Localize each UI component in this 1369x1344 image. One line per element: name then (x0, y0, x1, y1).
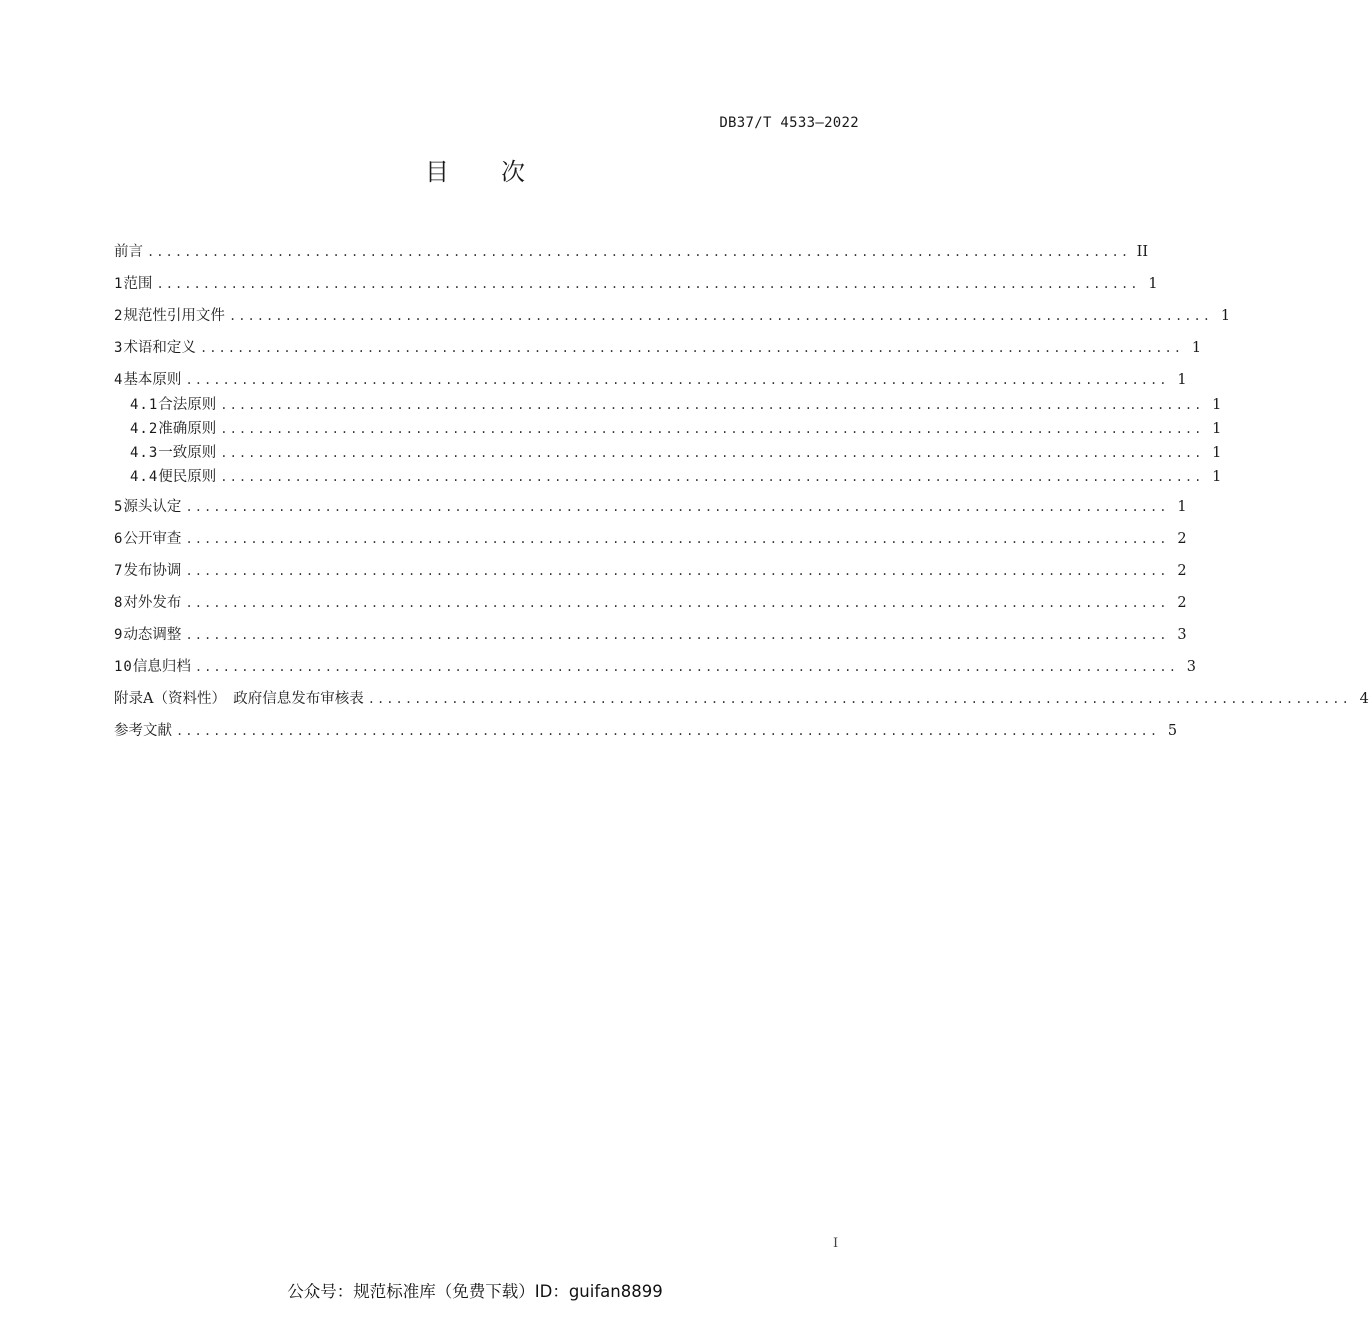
toc-entry-page: 2 (1177, 563, 1187, 579)
toc-entry-number: 8 (114, 595, 124, 611)
toc-entry-page: 4 (1359, 691, 1369, 707)
toc-entry-page: 5 (1167, 723, 1178, 739)
toc-entry-label: 对外发布 (123, 595, 182, 611)
toc-entry-label: 准确原则 (158, 421, 217, 437)
toc-entry-2[interactable] (114, 307, 1231, 325)
toc-entry-4-3[interactable] (130, 444, 1222, 462)
toc-leader-dots: .......................................................................................................... (220, 446, 1204, 460)
toc-entry-label: 合法原则 (158, 397, 217, 413)
toc-leader-dots: .......................................................................................................... (185, 628, 1169, 642)
page-number: I (833, 1236, 839, 1251)
toc-leader-dots: .......................................................................................................... (199, 341, 1184, 355)
toc-leader-dots: .......................................................................................................... (185, 532, 1169, 546)
toc-entry-page: 1 (1212, 421, 1222, 437)
toc-entry-page: II (1136, 244, 1149, 260)
toc-entry-page: 2 (1177, 595, 1187, 611)
toc-entry-page: 1 (1177, 499, 1187, 515)
toc-leader-dots: .......................................................................................................... (147, 245, 1131, 259)
toc-entry-label: 前言 (114, 244, 143, 260)
toc-entry-label: 基本原则 (123, 372, 182, 388)
toc-entry-page: 1 (1220, 308, 1231, 324)
toc-leader-dots: .......................................................................................................... (220, 398, 1204, 412)
toc-entry-number: 4 (114, 372, 124, 388)
toc-entry-foreword[interactable] (114, 243, 1149, 261)
toc-entry-8[interactable] (114, 594, 1187, 612)
toc-leader-dots: .......................................................................................................... (185, 564, 1169, 578)
toc-leader-dots: .......................................................................................................... (228, 309, 1213, 323)
toc-entry-page: 1 (1212, 397, 1222, 413)
toc-entry-1[interactable] (114, 275, 1158, 293)
toc-leader-dots: .......................................................................................................... (156, 277, 1140, 291)
toc-entry-10[interactable] (114, 658, 1196, 676)
toc-entry-number: 4.3 (130, 445, 159, 461)
toc-leader-dots: .......................................................................................................... (220, 422, 1204, 436)
toc-entry-label: 信息归档 (132, 659, 191, 675)
toc-entry-number: 5 (114, 499, 124, 515)
toc-entry-4-4[interactable] (130, 468, 1222, 486)
toc-entry-page: 1 (1148, 276, 1158, 292)
toc-entry-label: 规范性引用文件 (123, 308, 225, 324)
toc-entry-4-1[interactable] (130, 396, 1222, 414)
toc-entry-number: 4.4 (130, 469, 159, 485)
toc-entry-label: 参考文献 (114, 723, 172, 739)
document-code: DB37/T 4533—2022 (719, 115, 859, 131)
toc-entry-number: 7 (114, 563, 124, 579)
toc-leader-dots: .......................................................................................................... (185, 373, 1169, 387)
toc-leader-dots: .......................................................................................................... (176, 724, 1160, 738)
toc-entry-page: 1 (1191, 340, 1202, 356)
toc-leader-dots: .......................................................................................................... (220, 470, 1204, 484)
toc-entry-4-2[interactable] (130, 420, 1222, 438)
page-title (0, 152, 950, 187)
toc-entry-label: 发布协调 (123, 563, 182, 579)
title-char-2: 次 (501, 158, 525, 186)
toc-entry-label: 源头认定 (123, 499, 182, 515)
toc-entry-9[interactable] (114, 626, 1187, 644)
toc-entry-number: 4.1 (130, 397, 159, 413)
toc-entry-label: 范围 (123, 276, 153, 292)
toc-entry-label: 术语和定义 (123, 340, 196, 356)
toc-entry-number: 4.2 (130, 421, 159, 437)
toc-leader-dots: .......................................................................................................... (185, 500, 1169, 514)
title-char-1: 目 (425, 158, 449, 186)
toc-leader-dots: .......................................................................................................... (194, 660, 1178, 674)
toc-entry-4[interactable] (114, 371, 1187, 389)
toc-entry-page: 1 (1177, 372, 1187, 388)
toc-entry-label: 一致原则 (158, 445, 217, 461)
toc-entry-number: 6 (114, 531, 124, 547)
toc-entry-references[interactable] (114, 722, 1178, 740)
toc-entry-number: 2 (114, 308, 124, 324)
toc-entry-page: 2 (1177, 531, 1187, 547)
toc-entry-appendix-a[interactable] (114, 690, 1369, 708)
toc-entry-number: 10 (114, 659, 133, 675)
toc-entry-number: 1 (114, 276, 124, 292)
toc-entry-label: 附录A（资料性） 政府信息发布审核表 (114, 691, 364, 707)
toc-entry-3[interactable] (114, 339, 1202, 357)
toc-entry-page: 1 (1212, 469, 1222, 485)
toc-leader-dots: .......................................................................................................... (185, 596, 1169, 610)
toc-entry-label: 便民原则 (158, 469, 217, 485)
toc-entry-5[interactable] (114, 498, 1187, 516)
toc-leader-dots: .......................................................................................................... (367, 692, 1351, 706)
toc-entry-number: 3 (114, 340, 124, 356)
toc-entry-page: 3 (1177, 627, 1187, 643)
toc-entry-label: 公开审查 (123, 531, 182, 547)
toc-entry-label: 动态调整 (123, 627, 182, 643)
toc-entry-6[interactable] (114, 530, 1187, 548)
footer-watermark: 公众号：规范标准库（免费下载）ID：guifan8899 (287, 1282, 663, 1301)
toc-entry-page: 3 (1186, 659, 1196, 675)
toc-entry-number: 9 (114, 627, 124, 643)
toc-entry-page: 1 (1212, 445, 1222, 461)
toc-entry-7[interactable] (114, 562, 1187, 580)
